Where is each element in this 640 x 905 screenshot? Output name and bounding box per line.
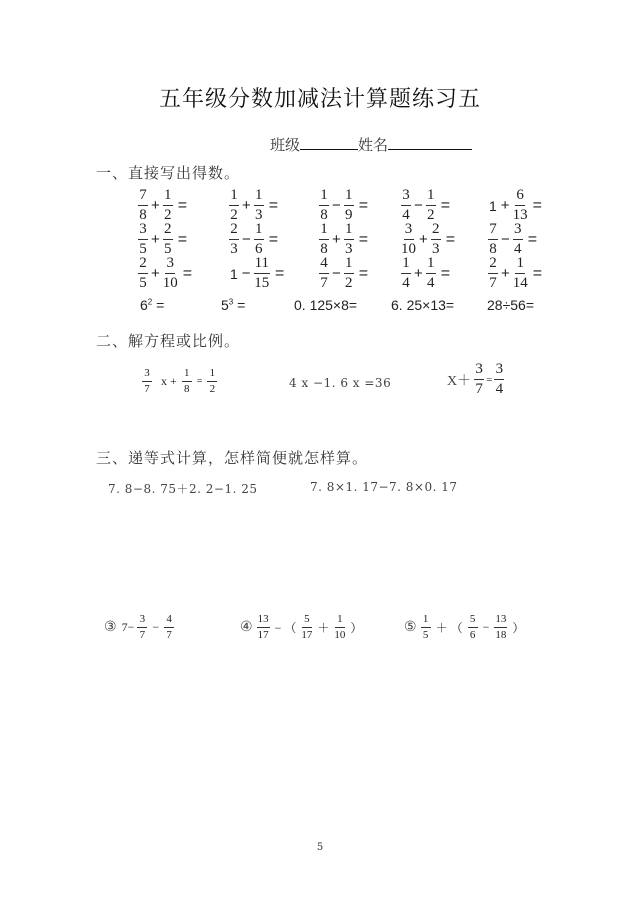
- operator: +: [414, 265, 423, 282]
- base-number: 5: [221, 297, 229, 313]
- oral-problem: [400, 256, 450, 291]
- operator: +: [500, 197, 510, 214]
- fraction: $\frac{1}{3}$: [345, 221, 353, 257]
- oral-problem: [228, 222, 278, 257]
- equals-sign: =: [268, 230, 279, 248]
- fraction: $\frac{7}{8}$: [489, 221, 497, 257]
- base-number: 6: [140, 297, 148, 313]
- fraction: $\frac{1}{8}$: [320, 221, 328, 257]
- operator: −: [414, 197, 423, 214]
- equals-sign: =: [445, 230, 456, 248]
- fraction: $\frac{3}{10}$: [401, 221, 416, 257]
- worksheet-title: 五年级分数加减法计算题练习五: [158, 87, 481, 112]
- fraction: $\frac{1}{4}$: [402, 255, 410, 291]
- exponent: 2: [147, 297, 153, 307]
- section1-heading: 一、直接写出得数。: [96, 164, 241, 182]
- equation-2: 4 x −1. 6 x =36: [289, 376, 392, 390]
- equation-1: $\frac{3}{7}$ x + $\frac{1}{8}$ = $\frac{1}{2}$: [141, 368, 218, 395]
- equals-sign: =: [527, 230, 538, 248]
- operator: +: [151, 265, 160, 282]
- problem-1: 7. 8−8. 75＋2. 2−1. 25: [108, 482, 258, 496]
- problem-5: ⑤ $\frac{1}{5}$ ＋ （ $\frac{5}{6}$ − $\frac{13}{18}$ ）: [404, 613, 525, 641]
- fraction: $\frac{4}{7}$: [320, 255, 328, 291]
- operator: +: [332, 231, 341, 248]
- fraction: $\frac{3}{5}$: [139, 221, 147, 257]
- equals-sign: =: [152, 297, 165, 313]
- exponent: 3: [228, 297, 234, 307]
- page-number: 5: [316, 842, 324, 853]
- oral-problem-simple: [140, 297, 164, 313]
- fraction: $\frac{2}{3}$: [432, 221, 440, 257]
- fraction: $\frac{2}{3}$: [230, 221, 238, 257]
- equals-sign: =: [358, 230, 369, 248]
- oral-problem: [228, 188, 278, 223]
- equals-sign: =: [268, 196, 279, 214]
- operator: +: [151, 197, 160, 214]
- oral-problem: [318, 188, 368, 223]
- fraction: $\frac{6}{13}$: [512, 187, 528, 223]
- fraction: $\frac{2}{7}$: [489, 255, 497, 291]
- equals-sign: =: [358, 264, 369, 282]
- oral-problem: [318, 256, 368, 291]
- problem-4: ④ $\frac{13}{17}$ − （ $\frac{5}{17}$ ＋ $\frac{1}{10}$ ）: [240, 613, 363, 641]
- fraction: $\frac{11}{15}$: [254, 255, 270, 291]
- fraction: $\frac{1}{2}$: [427, 187, 435, 223]
- section2-heading: 二、解方程或比例。: [96, 332, 241, 350]
- equals-sign: =: [440, 264, 451, 282]
- fraction: $\frac{1}{14}$: [512, 255, 528, 291]
- fraction: $\frac{3}{4}$: [402, 187, 410, 223]
- operator: +: [419, 231, 428, 248]
- section3-heading: 三、递等式计算，怎样简便就怎样算。: [96, 449, 369, 467]
- fraction: $\frac{1}{9}$: [345, 187, 353, 223]
- operator: +: [242, 197, 251, 214]
- equals-sign: =: [532, 264, 543, 282]
- equals-sign: =: [177, 196, 188, 214]
- operator: −: [242, 231, 251, 248]
- oral-problem: [400, 188, 450, 223]
- equals-sign: =: [532, 196, 542, 214]
- oral-problem: [137, 188, 187, 223]
- fraction: $\frac{7}{8}$: [139, 187, 147, 223]
- fraction: $\frac{1}{2}$: [345, 255, 353, 291]
- equals-sign: =: [233, 297, 246, 313]
- fraction: $\frac{2}{5}$: [139, 255, 147, 291]
- equals-sign: =: [182, 264, 193, 282]
- fraction: $\frac{1}{6}$: [255, 221, 263, 257]
- oral-problem: [228, 256, 284, 291]
- fraction: $\frac{1}{4}$: [427, 255, 435, 291]
- operator: −: [332, 265, 341, 282]
- fraction: $\frac{1}{8}$: [320, 187, 328, 223]
- oral-problem: [137, 222, 187, 257]
- fraction: $\frac{1}{2}$: [230, 187, 238, 223]
- fraction: $\frac{2}{5}$: [164, 221, 172, 257]
- class-name-line: [270, 134, 472, 155]
- class-label: 班级: [270, 136, 301, 154]
- class-blank[interactable]: [300, 135, 358, 150]
- oral-problem: [400, 222, 455, 257]
- oral-problem: [318, 222, 368, 257]
- operator: −: [332, 197, 341, 214]
- name-blank[interactable]: [388, 135, 472, 150]
- problem-2: 7. 8×1. 17−7. 8×0. 17: [310, 480, 458, 494]
- equals-sign: =: [358, 196, 369, 214]
- oral-problem: [137, 256, 192, 291]
- leading-number: 1: [489, 197, 497, 214]
- oral-problem-simple: [487, 297, 534, 313]
- operator: −: [241, 265, 251, 282]
- oral-problem: [487, 222, 537, 257]
- oral-problem: [487, 188, 542, 223]
- problem-3: ③ 7− $\frac{3}{7}$ − $\frac{4}{7}$: [104, 614, 175, 641]
- operator: +: [151, 231, 160, 248]
- fraction: $\frac{1}{3}$: [255, 187, 263, 223]
- expression-text: 6. 25×13=: [391, 297, 455, 313]
- operator: −: [501, 231, 510, 248]
- oral-problem-simple: [391, 297, 454, 313]
- expression-text: 28÷56=: [487, 297, 535, 313]
- oral-problem-simple: [294, 297, 357, 313]
- equals-sign: =: [275, 264, 285, 282]
- equals-sign: =: [177, 230, 188, 248]
- operator: +: [501, 265, 510, 282]
- expression-text: 0. 125×8=: [294, 297, 358, 313]
- fraction: $\frac{3}{4}$: [514, 221, 522, 257]
- oral-problem-simple: [221, 297, 245, 313]
- oral-problem: [487, 256, 542, 291]
- leading-number: 1: [230, 265, 238, 282]
- fraction: $\frac{1}{2}$: [164, 187, 172, 223]
- equals-sign: =: [440, 196, 451, 214]
- fraction: $\frac{3}{10}$: [162, 255, 178, 291]
- equation-3: X＋ $\frac{3}{7}$ = $\frac{3}{4}$: [447, 361, 504, 397]
- name-label: 姓名: [358, 136, 389, 154]
